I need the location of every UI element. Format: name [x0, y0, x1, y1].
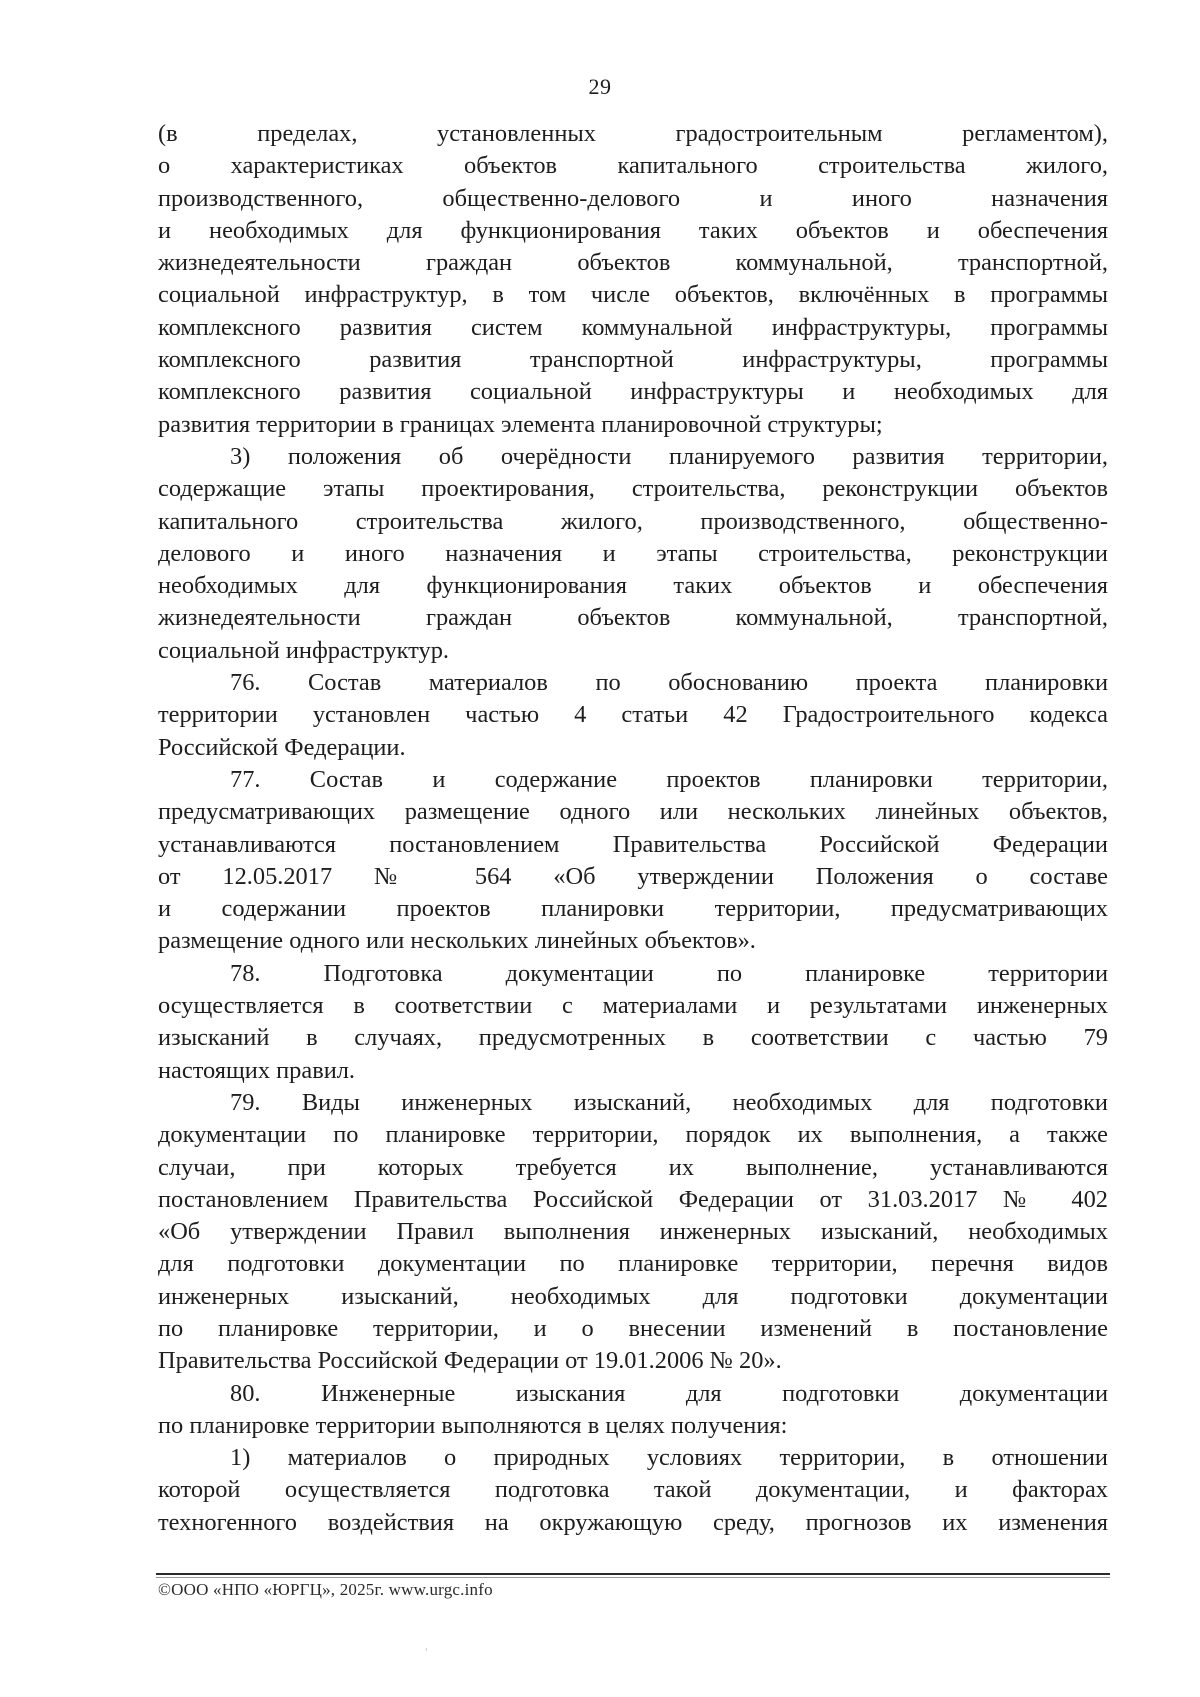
- text-line: «Об утверждении Правил выполнения инженерных изысканий, необходимых: [158, 1218, 1108, 1246]
- text-line: постановлением Правительства Российской Федерации от 31.03.2017 № 402: [158, 1185, 1108, 1213]
- text-line: размещение одного или нескольких линейных объектов».: [158, 927, 756, 955]
- text-line: жизнедеятельности граждан объектов коммунальной, транспортной,: [158, 249, 1108, 277]
- text-line: 79. Виды инженерных изысканий, необходимых для подготовки: [230, 1088, 1108, 1116]
- text-line: капитального строительства жилого, производственного, общественно-: [158, 507, 1108, 535]
- document-body: [158, 118, 1108, 1539]
- text-line: 1) материалов о природных условиях территории, в отношении: [230, 1444, 1108, 1472]
- text-line: социальной инфраструктур, в том числе объектов, включённых в программы: [158, 281, 1108, 309]
- text-line: инженерных изысканий, необходимых для подготовки документации: [158, 1282, 1108, 1310]
- text-line: комплексного развития систем коммунальной инфраструктуры, программы: [158, 313, 1108, 341]
- text-line: Правительства Российской Федерации от 19.01.2006 № 20».: [158, 1347, 782, 1375]
- footer-divider: [156, 1573, 1110, 1575]
- page-number: 29: [588, 74, 612, 99]
- scan-speck: [426, 1648, 427, 1651]
- text-line: техногенного воздействия на окружающую среду, прогнозов их изменения: [158, 1508, 1108, 1536]
- footer-copyright: ©ООО «НПО «ЮРГЦ», 2025г. www.urgc.info: [158, 1580, 493, 1599]
- text-line: которой осуществляется подготовка такой документации, и факторах: [158, 1476, 1108, 1504]
- text-line: социальной инфраструктур.: [158, 636, 449, 664]
- text-line: по планировке территории выполняются в целях получения:: [158, 1411, 788, 1439]
- text-line: осуществляется в соответствии с материалами и результатами инженерных: [158, 992, 1108, 1020]
- text-line: (в пределах, установленных градостроительным регламентом),: [158, 120, 1108, 147]
- text-line: устанавливаются постановлением Правительства Российской Федерации: [158, 830, 1108, 858]
- text-line: для подготовки документации по планировке территории, перечня видов: [158, 1250, 1108, 1278]
- text-line: жизнедеятельности граждан объектов коммунальной, транспортной,: [158, 604, 1108, 632]
- text-line: территории установлен частью 4 статьи 42 Градостроительного кодекса: [158, 701, 1108, 729]
- text-line: и необходимых для функционирования таких объектов и обеспечения: [158, 216, 1108, 244]
- text-line: делового и иного назначения и этапы строительства, реконструкции: [158, 539, 1108, 567]
- text-line: предусматривающих размещение одного или нескольких линейных объектов,: [158, 798, 1108, 826]
- text-line: 3) положения об очерёдности планируемого развития территории,: [230, 442, 1108, 470]
- text-line: 80. Инженерные изыскания для подготовки документации: [230, 1379, 1108, 1407]
- text-line: настоящих правил.: [158, 1056, 356, 1084]
- text-line: документации по планировке территории, порядок их выполнения, а также: [158, 1121, 1108, 1149]
- text-line: 76. Состав материалов по обоснованию проекта планировки: [230, 669, 1108, 697]
- text-line: необходимых для функционирования таких объектов и обеспечения: [158, 572, 1108, 600]
- text-line: случаи, при которых требуется их выполнение, устанавливаются: [158, 1153, 1108, 1181]
- text-line: развития территории в границах элемента планировочной структуры;: [158, 410, 883, 438]
- text-line: и содержании проектов планировки территории, предусматривающих: [158, 895, 1108, 923]
- text-line: 77. Состав и содержание проектов планировки территории,: [230, 765, 1108, 793]
- text-line: Российской Федерации.: [158, 733, 406, 761]
- text-line: 78. Подготовка документации по планировке территории: [230, 959, 1108, 987]
- text-line: от 12.05.2017 № 564 «Об утверждении Положения о составе: [158, 862, 1108, 890]
- text-line: по планировке территории, и о внесении изменений в постановление: [158, 1314, 1108, 1342]
- footer-divider-thin: [156, 1577, 1110, 1578]
- text-line: содержащие этапы проектирования, строительства, реконструкции объектов: [158, 475, 1108, 503]
- text-line: о характеристиках объектов капитального строительства жилого,: [158, 152, 1108, 180]
- text-line: изысканий в случаях, предусмотренных в соответствии с частью 79: [158, 1024, 1108, 1052]
- text-line: комплексного развития социальной инфраструктуры и необходимых для: [158, 378, 1108, 406]
- text-line: комплексного развития транспортной инфраструктуры, программы: [158, 346, 1108, 374]
- text-line: производственного, общественно-делового и иного назначения: [158, 184, 1108, 212]
